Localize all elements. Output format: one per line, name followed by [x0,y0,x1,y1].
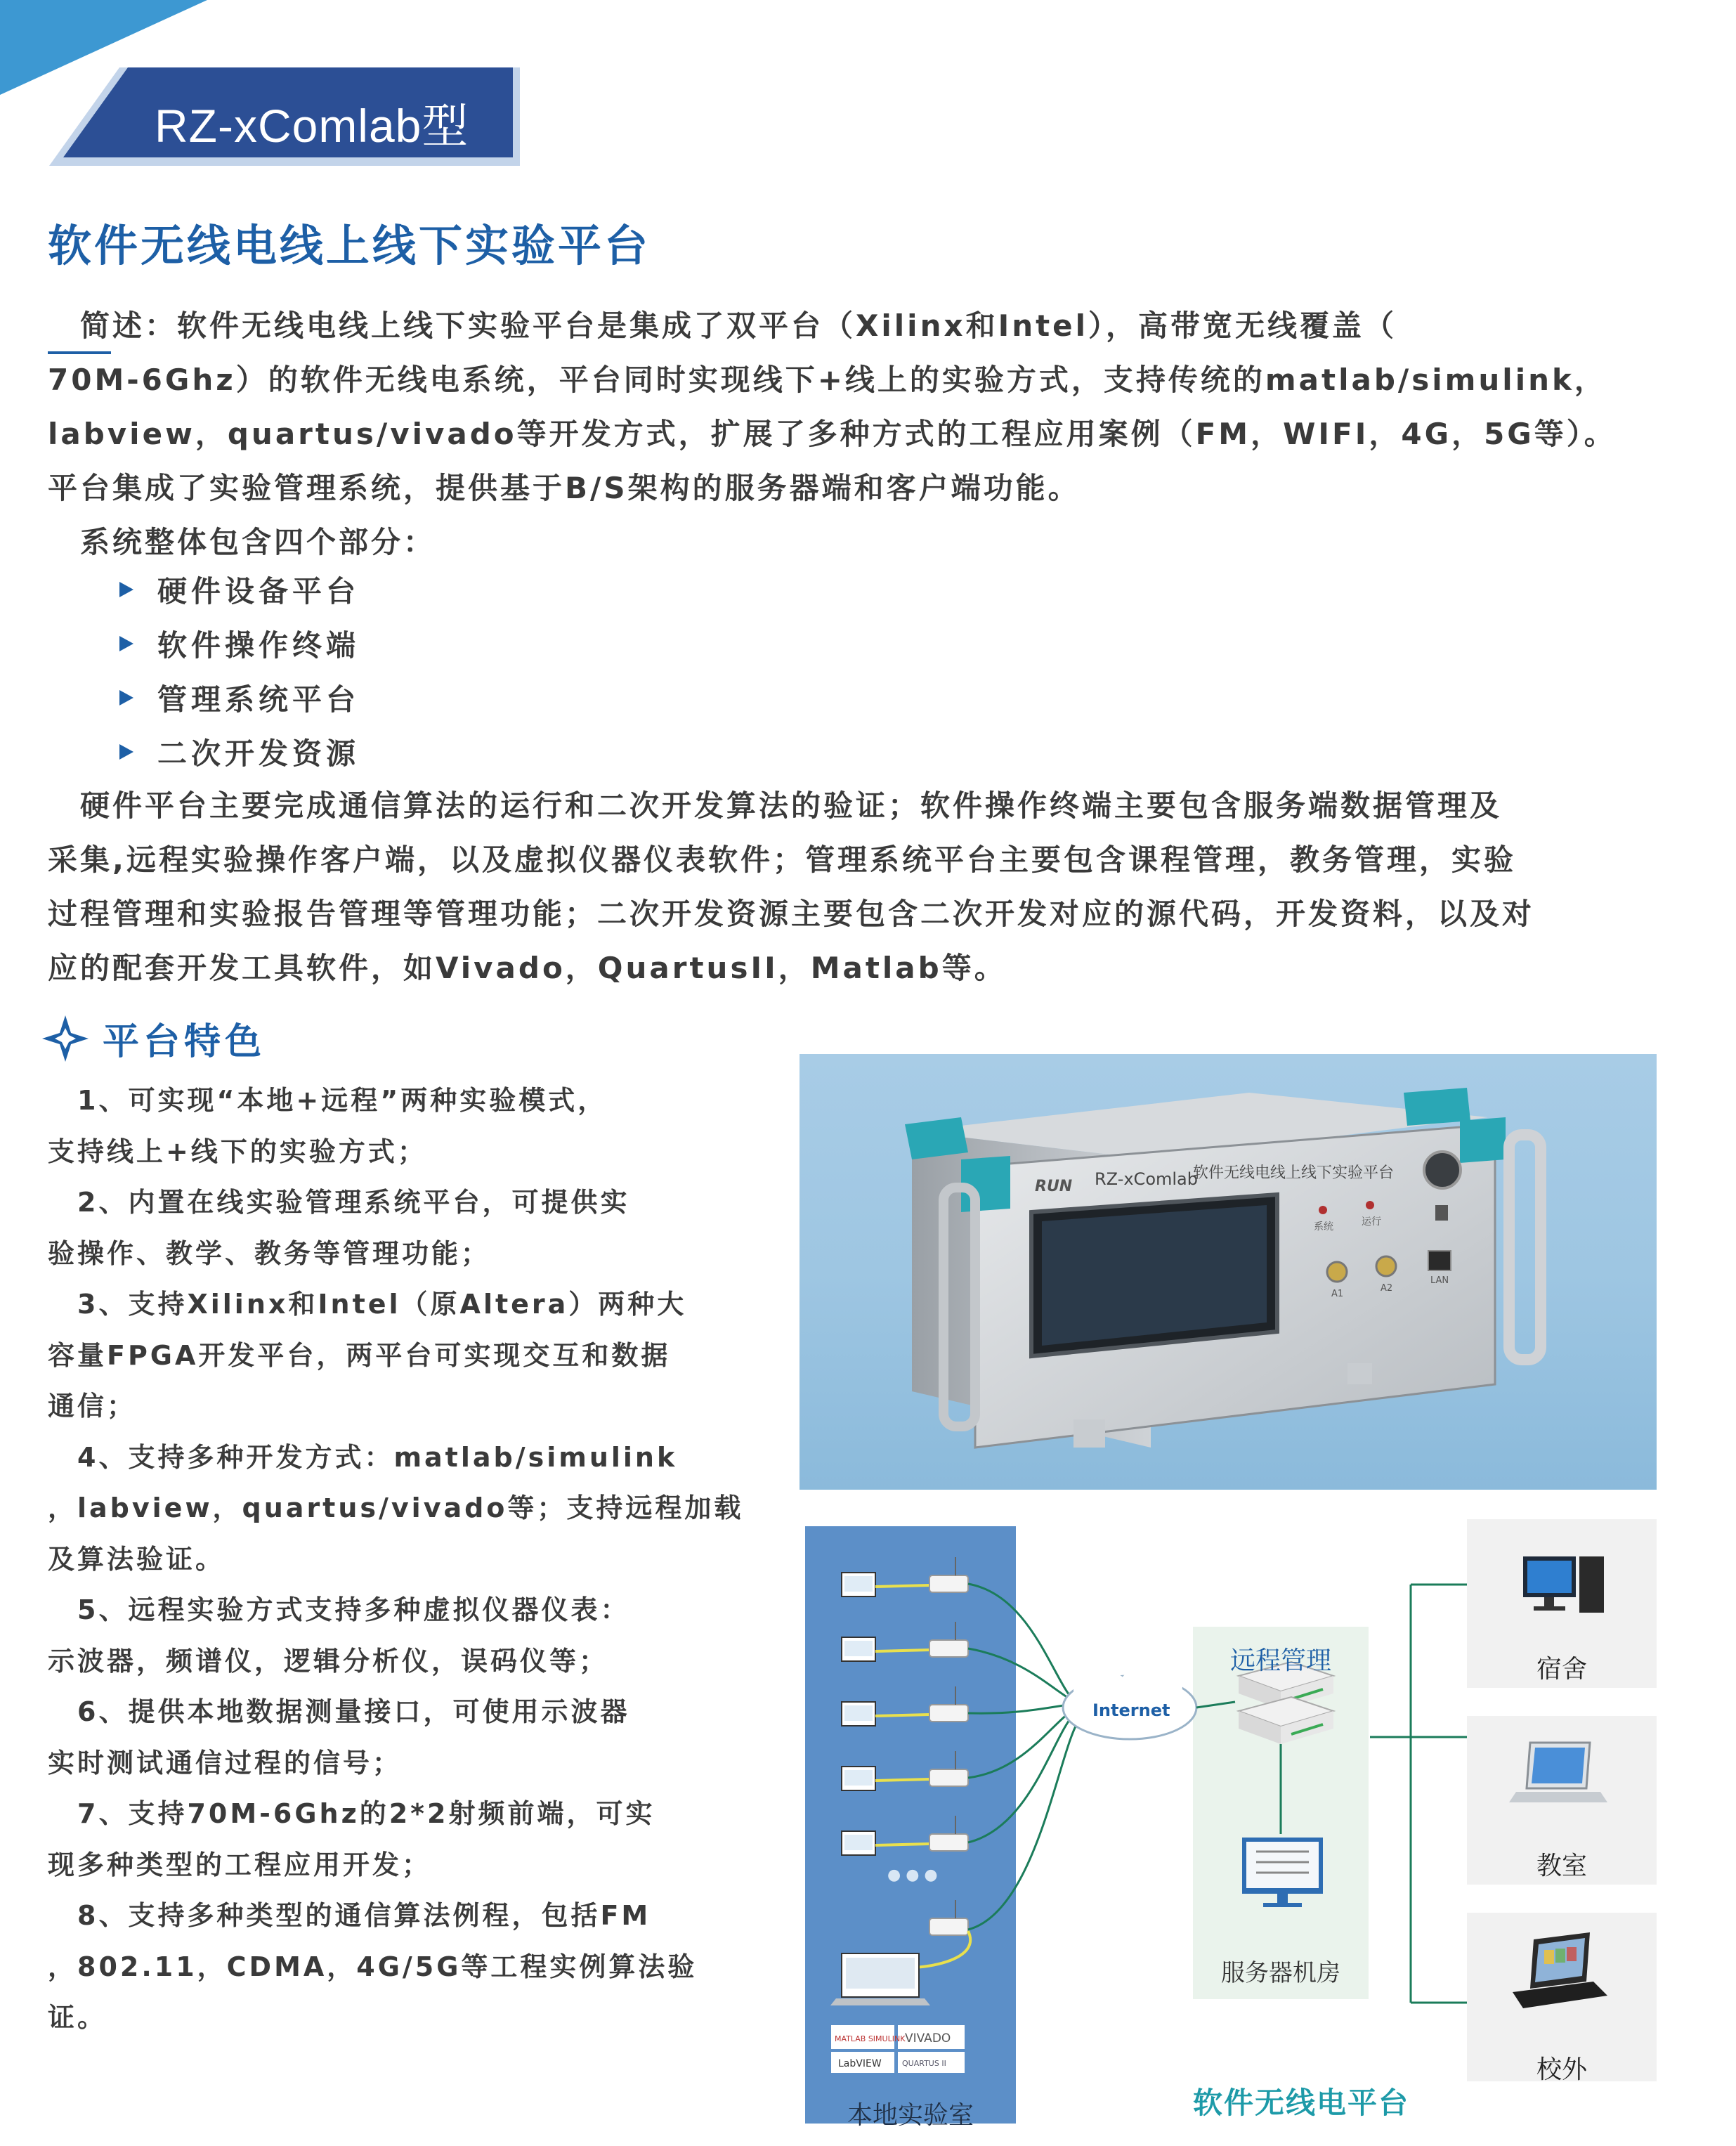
feature-line: 8、支持多种类型的通信算法例程，包括FM [48,1900,651,1931]
feature-line: ，labview，quartus/vivado等；支持远程加载 [48,1493,744,1523]
features-list [48,1075,744,2043]
summary-line: 采集,远程实验操作客户端，以及虚拟仪器仪表软件；管理系统平台主要包含课程管理，教务管理，实验 [48,843,1516,877]
internet-cloud [1063,1665,1196,1739]
sma-port-icon [1327,1262,1347,1282]
platform-label: 软件无线电平台 [1193,2086,1410,2120]
matlab-logo: MATLAB SIMULINK [835,2034,906,2043]
feature-line: 证。 [48,2002,107,2033]
summary-line: 硬件平台主要完成通信算法的运行和二次开发算法的验证；软件操作终端主要包含服务端数据管理及 [48,788,1503,823]
port-label: A2 [1381,1283,1393,1294]
led-icon [1319,1206,1327,1214]
port-label: LAN [1430,1275,1449,1286]
intro-line: 平台集成了实验管理系统，提供基于B/S架构的服务器端和客户端功能。 [48,471,1081,505]
feature-line: 示波器，频谱仪，逻辑分析仪，误码仪等； [48,1645,609,1677]
triangle-bullet-icon [119,744,133,760]
local-lab-label: 本地实验室 [847,2101,974,2130]
feature-line: 2、内置在线实验管理系统平台，可提供实 [48,1187,630,1218]
usb-port-icon [1435,1205,1448,1221]
led-label: 系统 [1314,1221,1333,1233]
summary-paragraph [48,779,1534,995]
remote-mgmt-label: 远程管理 [1229,1646,1331,1675]
led-label: 运行 [1362,1216,1381,1228]
laptop-icon [1509,1743,1607,1802]
labview-logo: LabVIEW [838,2058,882,2069]
feature-line: 3、支持Xilinx和Intel（原Altera）两种大 [48,1289,687,1320]
vivado-logo: VIVADO [905,2031,951,2046]
feature-line: 实时测试通信过程的信号； [48,1747,403,1778]
features-title: 平台特色 [103,1021,266,1063]
summary-line: 应的配套开发工具软件，如Vivado，QuartusII，Matlab等。 [48,951,1007,985]
intro-line: 70M-6Ghz）的软件无线电系统，平台同时实现线下+线上的实验方式，支持传统的matlab/simulink， [48,363,1607,397]
network-diagram [800,1518,1657,2136]
triangle-bullet-icon [119,636,133,651]
lan-port-icon [1428,1251,1451,1270]
diamond-star-icon [42,1015,89,1062]
desktop-pc-icon [1523,1556,1604,1613]
server-monitor-icon [1242,1838,1323,1907]
triangle-bullet-icon [119,690,133,705]
feature-line: 1、可实现“本地+远程”两种实验模式， [48,1085,608,1116]
page-title: 软件无线电线上线下实验平台 [48,220,651,271]
intro-paragraph [48,299,1617,569]
offcampus-label: 校外 [1536,2055,1587,2084]
parts-list [119,562,360,779]
list-item: 管理系统平台 [119,670,360,724]
device-panel-title: 软件无线电线上线下实验平台 [1193,1164,1395,1182]
features-heading [42,1012,266,1065]
feature-line: 验操作、教学、教务等管理功能； [48,1237,491,1269]
device-photo [800,1054,1657,1490]
feature-line: 支持线上+线下的实验方式； [48,1136,427,1167]
sma-port-icon [1376,1256,1396,1276]
list-item: 硬件设备平台 [119,562,360,616]
more-dots: ● ● ● [887,1866,938,1884]
internet-label: Internet [1092,1700,1170,1720]
endpoint-links [1370,1585,1467,2003]
feature-line: 7、支持70M-6Ghz的2*2射频前端，可实 [48,1798,655,1829]
feature-line: 4、支持多种开发方式：matlab/simulink [48,1441,678,1473]
triangle-bullet-icon [119,582,133,597]
server-room-label: 服务器机房 [1221,1959,1340,1987]
model-title: RZ-xComlab型 [155,100,469,152]
intro-line: labview，quartus/vivado等开发方式，扩展了多种方式的工程应用案例（FM，WIFI，4G，5G等）。 [48,417,1617,451]
device-model: RZ-xComlab [1095,1169,1198,1189]
intro-line: 系统整体包含四个部分： [48,525,436,559]
quartus-logo: QUARTUS II [902,2059,946,2068]
feature-line: 容量FPGA开发平台，两平台可实现交互和数据 [48,1339,671,1371]
port-label: A1 [1331,1289,1344,1299]
dorm-label: 宿舍 [1536,1655,1587,1684]
led-icon [1366,1201,1374,1209]
feature-line: ，802.11，CDMA，4G/5G等工程实例算法验 [48,1951,698,1982]
list-item: 软件操作终端 [119,616,360,670]
summary-line: 过程管理和实验报告管理等管理功能；二次开发资源主要包含二次开发对应的源代码，开发资料，以及对 [48,897,1535,931]
local-devices [830,1557,970,2073]
feature-line: 通信； [48,1391,137,1422]
dark-laptop-icon [1513,1932,1607,2008]
power-knob-icon [1424,1152,1461,1188]
feature-line: 6、提供本地数据测量接口，可使用示波器 [48,1696,630,1727]
intro-line: 简述：软件无线电线上线下实验平台是集成了双平台（Xilinx和Intel），高带宽无线覆盖（ [48,308,1397,343]
local-links [968,1584,1081,1930]
feature-line: 及算法验证。 [48,1543,226,1575]
feature-line: 现多种类型的工程应用开发； [48,1849,432,1880]
list-item: 二次开发资源 [119,724,360,779]
model-title-tab [49,67,520,174]
device-logo: RUN [1035,1178,1073,1195]
classroom-label: 教室 [1536,1852,1587,1880]
feature-line: 5、远程实验方式支持多种虚拟仪器仪表： [48,1594,630,1625]
